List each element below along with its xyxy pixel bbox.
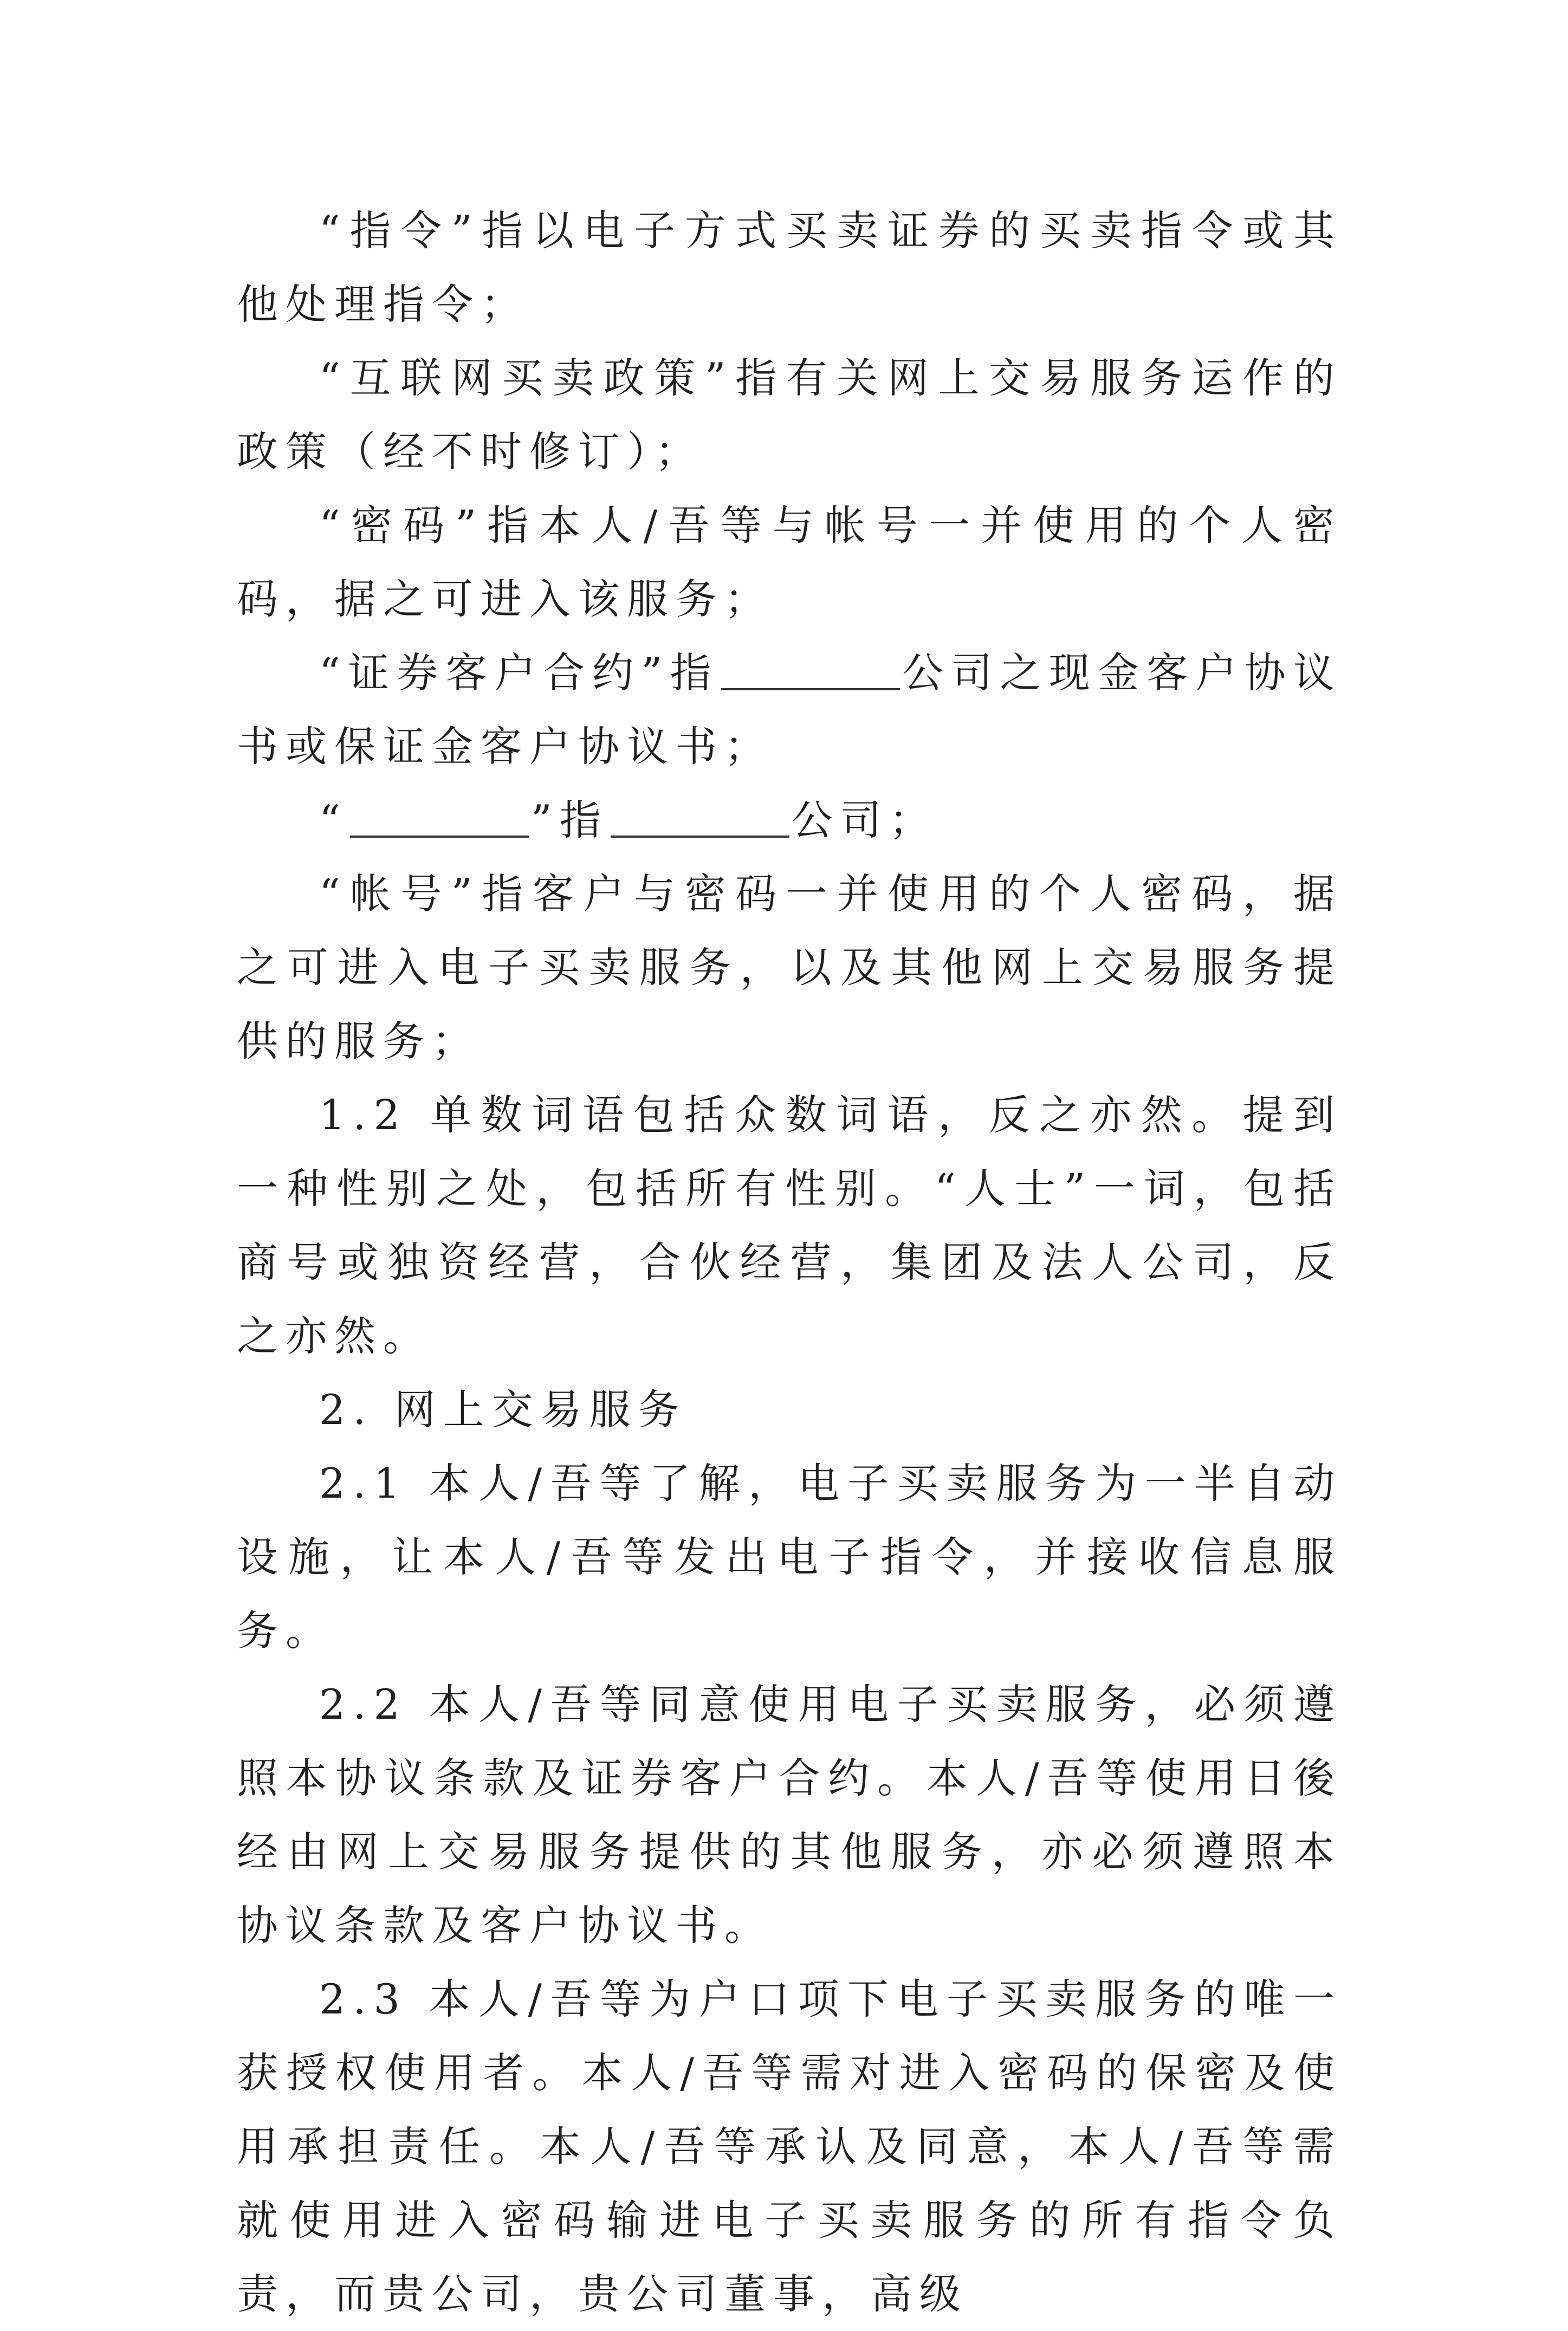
text-segment: ”指 [530,796,608,844]
document-body [237,194,1342,2331]
paragraph-clause-2-3: 2.3 本人/吾等为户口项下电子买卖服务的唯一获授权使用者。本人/吾等需对进入密码的保密及使用承担责任。本人/吾等承认及同意，本人/吾等需就使用进入密码输进电子买卖服务的所有指令负责，而贵公司，贵公司董事，高级 [237,1975,1342,2318]
paragraph-clause-2-1: 2.1 本人/吾等了解，电子买卖服务为一半自动设施，让本人/吾等发出电子指令，并接收信息服务。 [237,1459,1342,1655]
fill-in-blank [350,835,529,838]
paragraph-clause-2-2: 2.2 本人/吾等同意使用电子买卖服务，必须遵照本协议条款及证券客户合约。本人/吾等使用日後经由网上交易服务提供的其他服务，亦必须遵照本协议条款及客户协议书。 [237,1680,1342,1950]
paragraph-password-definition: “密码”指本人/吾等与帐号一并使用的个人密码，据之可进入该服务； [237,501,1342,623]
text-segment: 公司； [791,796,938,844]
paragraph-clause-1-2: 1.2 单数词语包括众数词语，反之亦然。提到一种性别之处，包括所有性别。“人士”一词，包括商号或独资经营，合伙经营，集团及法人公司，反之亦然。 [237,1091,1342,1360]
paragraph-internet-trading-policy-definition: “互联网买卖政策”指有关网上交易服务运作的政策（经不时修订）； [237,354,1342,476]
text-segment: 公司之现金客户协议书或保证金客户协议书； [237,649,1342,770]
section-heading-online-trading-service: 2. 网上交易服务 [319,1385,687,1434]
paragraph-company-definition [237,784,1342,857]
text-segment: “证券客户合约”指 [319,649,719,697]
paragraph-account-number-definition: “帐号”指客户与密码一并使用的个人密码，据之可进入电子买卖服务，以及其他网上交易服务提供的服务； [237,870,1342,1065]
fill-in-blank [611,835,789,838]
fill-in-blank [721,688,900,690]
paragraph-securities-client-contract-definition [237,636,1342,784]
paragraph-instruction-definition: “指令”指以电子方式买卖证券的买卖指令或其他处理指令； [237,206,1342,328]
text-segment: “ [319,796,348,844]
